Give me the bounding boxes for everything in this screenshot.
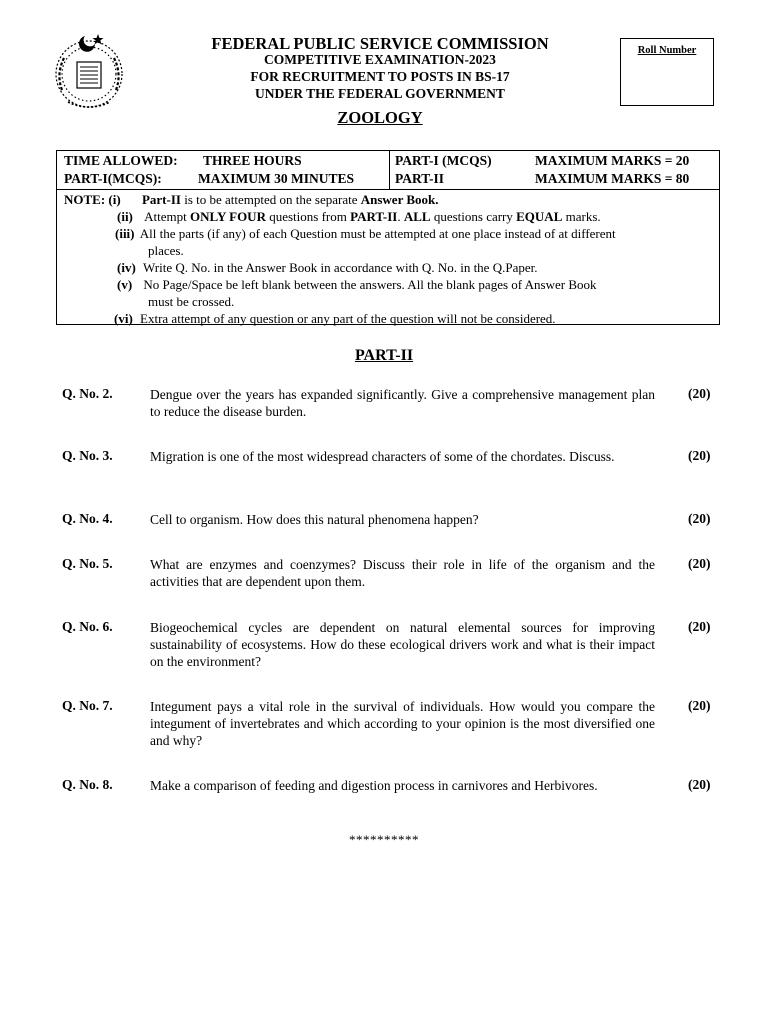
note-bold: ALL — [403, 209, 431, 224]
question-marks: (20) — [688, 777, 711, 792]
part2-label: PART-II — [395, 171, 445, 186]
question-marks: (20) — [688, 386, 711, 401]
note-bold: ONLY FOUR — [190, 209, 266, 224]
note-text: marks. — [562, 209, 601, 224]
part1-time-value: MAXIMUM 30 MINUTES — [198, 171, 354, 186]
part2-marks: MAXIMUM MARKS = 80 — [535, 171, 690, 186]
note-number: (ii) — [117, 209, 133, 224]
question-marks: (20) — [688, 448, 711, 463]
note-text: . — [397, 209, 404, 224]
question-number: Q. No. 6. — [62, 619, 113, 634]
question-number: Q. No. 5. — [62, 556, 113, 571]
recruitment-line: FOR RECRUITMENT TO POSTS IN BS-17 — [250, 69, 510, 84]
note-text: All the parts (if any) of each Question must be attempted at one place instead of at different — [139, 226, 616, 241]
question-number: Q. No. 3. — [62, 448, 113, 463]
roll-number-box[interactable] — [620, 38, 714, 106]
part1-marks: MAXIMUM MARKS = 20 — [535, 153, 690, 168]
question-text: Dengue over the years has expanded significantly. Give a comprehensive management plan to reduce the disease burden. — [150, 387, 655, 419]
question-marks: (20) — [688, 698, 711, 713]
note-item — [115, 226, 616, 242]
question-marks: (20) — [688, 556, 711, 571]
government-line: UNDER THE FEDERAL GOVERNMENT — [255, 86, 505, 101]
part-title: PART-II — [354, 347, 414, 364]
info-column-divider — [389, 150, 390, 190]
question-number: Q. No. 2. — [62, 386, 113, 401]
question-text: Cell to organism. How does this natural phenomena happen? — [150, 512, 479, 527]
question-text: Migration is one of the most widespread characters of some of the chordates. Discuss. — [150, 449, 615, 464]
question-number: Q. No. 8. — [62, 777, 113, 792]
note-number: (iii) — [115, 226, 135, 241]
org-title: FEDERAL PUBLIC SERVICE COMMISSION — [211, 34, 549, 53]
question-text: What are enzymes and coenzymes? Discuss their role in life of the organism and the activities that are dependent upon them. — [150, 557, 655, 589]
note-bold: Answer Book. — [360, 192, 439, 207]
note-bold: EQUAL — [516, 209, 563, 224]
question-text: Biogeochemical cycles are dependent on natural elemental sources for improving sustainability of ecosystems. How do these ecological drivers work and what is their impact on the environment? — [150, 620, 655, 669]
note-text: Attempt — [144, 209, 190, 224]
info-divider — [56, 189, 720, 190]
question-text: Integument pays a vital role in the survival of individuals. How would you compare the integument of invertebrates and which according to your opinion is the most diversified one and why? — [150, 699, 655, 748]
note-number: (vi) — [114, 311, 133, 326]
note-text: questions from — [265, 209, 351, 224]
note-number: (i) — [108, 192, 121, 207]
part1-label: PART-I (MCQS) — [395, 153, 492, 168]
question-text: Make a comparison of feeding and digestion process in carnivores and Herbivores. — [150, 778, 598, 793]
note-bold: PART-II — [350, 209, 398, 224]
note-bold: Part-II — [141, 192, 181, 207]
note-continuation: must be crossed. — [148, 294, 235, 309]
note-item — [117, 209, 601, 225]
note-continuation: places. — [148, 243, 184, 258]
subject-title: ZOOLOGY — [337, 108, 423, 127]
question-number: Q. No. 4. — [62, 511, 113, 526]
note-text: Extra attempt of any question or any part of the question will not be considered. — [140, 311, 556, 326]
note-number: (iv) — [117, 260, 136, 275]
note-text: Write Q. No. in the Answer Book in accordance with Q. No. in the Q.Paper. — [143, 260, 538, 275]
question-marks: (20) — [688, 511, 711, 526]
note-label: NOTE: — [64, 192, 106, 207]
roll-number-label: Roll Number — [637, 45, 697, 56]
time-allowed-value: THREE HOURS — [203, 153, 302, 168]
note-text: questions carry — [430, 209, 517, 224]
note-number: (v) — [117, 277, 133, 292]
note-text: No Page/Space be left blank between the answers. All the blank pages of Answer Book — [143, 277, 597, 292]
exam-title: COMPETITIVE EXAMINATION-2023 — [264, 52, 496, 67]
time-allowed-label: TIME ALLOWED: — [64, 153, 178, 168]
question-marks: (20) — [688, 619, 711, 634]
fpsc-emblem-icon — [52, 30, 126, 110]
note-item — [117, 260, 537, 276]
part1-time-label: PART-I(MCQS): — [64, 171, 162, 186]
note-item — [114, 311, 556, 327]
note-text: is to be attempted on the separate — [180, 192, 361, 207]
question-number: Q. No. 7. — [62, 698, 113, 713]
end-marker: ********** — [349, 832, 419, 847]
note-item — [117, 277, 597, 293]
note-item — [64, 192, 439, 208]
